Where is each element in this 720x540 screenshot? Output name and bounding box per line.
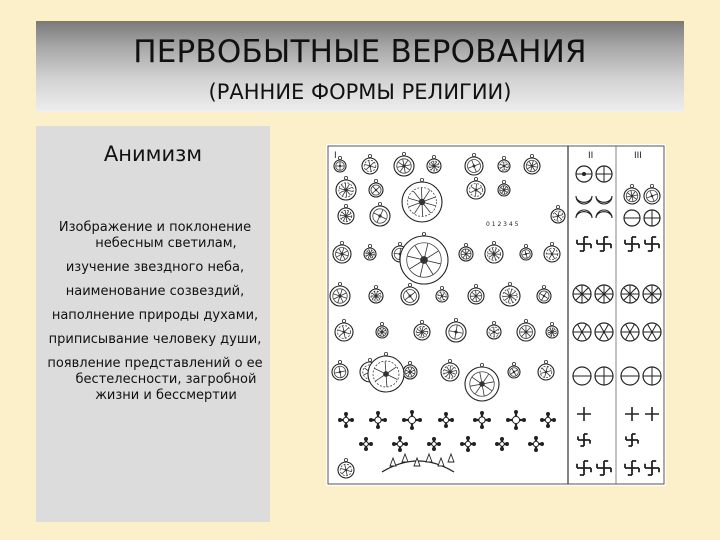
cross-knob xyxy=(338,418,342,422)
cross-knob xyxy=(540,418,544,422)
cross-knob xyxy=(437,442,441,446)
amulet-center xyxy=(433,165,435,167)
amulet-loop xyxy=(508,282,511,285)
amulet-center xyxy=(339,371,342,374)
amulet-loop xyxy=(422,232,425,235)
cross-knob xyxy=(460,442,464,446)
amulet-center xyxy=(409,295,412,298)
amulet-center xyxy=(513,371,515,373)
section-mark: III xyxy=(634,151,642,161)
amulet-loop xyxy=(384,352,387,355)
amulet-center xyxy=(475,295,478,298)
amulet-loop xyxy=(524,244,527,247)
amulet-loop xyxy=(402,152,405,155)
amulet-center xyxy=(369,253,371,255)
cross-center xyxy=(465,441,470,446)
cross-center xyxy=(375,417,381,423)
amulet-loop xyxy=(374,285,377,288)
amulet-loop xyxy=(342,319,345,322)
necklace-pendant xyxy=(438,458,444,466)
list-item: появление представлений о ее бестелесности, загробной жизни и бессмертии xyxy=(47,356,263,403)
amulet-center xyxy=(339,165,341,167)
amulet-center xyxy=(631,195,634,198)
solar-sign xyxy=(597,461,611,475)
cross-knob xyxy=(432,447,436,451)
amulet-loop xyxy=(464,243,467,246)
text-panel xyxy=(36,126,270,522)
amulet-center xyxy=(473,165,476,168)
cross-knob xyxy=(450,418,454,422)
amulet-center xyxy=(369,165,372,168)
slide-title: ПЕРВОБЫТНЫЕ ВЕРОВАНИЯ xyxy=(133,34,587,70)
amulet-center xyxy=(525,331,528,334)
solar-sign xyxy=(625,461,639,475)
amulet-loop xyxy=(344,204,347,207)
amulet-center xyxy=(454,330,457,333)
cross-center xyxy=(432,442,437,447)
cross-sign xyxy=(625,407,639,421)
cross-knob xyxy=(404,442,408,446)
section-mark: II xyxy=(588,151,594,161)
amulet-center xyxy=(402,164,405,167)
solar-sign xyxy=(625,237,639,251)
cross-center xyxy=(443,417,448,422)
amulet-center xyxy=(493,331,495,333)
amulet-loop xyxy=(454,318,457,321)
amulet-center xyxy=(475,189,478,192)
cross-center xyxy=(397,441,402,446)
cross-knob xyxy=(534,448,538,452)
cross-knob xyxy=(350,418,354,422)
amulet-loop xyxy=(340,241,343,244)
archaeological-symbols-figure xyxy=(326,144,666,486)
amulet-loop xyxy=(344,176,347,179)
amulet-center xyxy=(651,195,654,198)
cross-knob xyxy=(546,424,550,428)
amulet-center xyxy=(557,215,559,217)
slide-subtitle: (РАННИЕ ФОРМЫ РЕЛИГИИ) xyxy=(208,80,512,104)
amulet-loop xyxy=(368,154,371,157)
cross-knob xyxy=(534,436,538,440)
cross-knob xyxy=(552,418,556,422)
amulet-center xyxy=(378,214,381,217)
amulet-loop xyxy=(630,184,633,187)
crescent xyxy=(596,196,612,204)
cross-center xyxy=(533,441,538,446)
cross-knob xyxy=(506,418,510,422)
amulet-loop xyxy=(502,180,505,183)
cross-center xyxy=(343,417,348,422)
amulet-loop xyxy=(542,285,545,288)
amulet-center xyxy=(551,253,554,256)
cross-knob xyxy=(359,442,363,446)
solar-sign xyxy=(578,434,590,446)
amulet-center xyxy=(383,371,389,377)
crescent xyxy=(576,210,592,218)
symbols-drawing xyxy=(326,144,666,486)
amulet-center xyxy=(344,188,347,191)
amulet-loop xyxy=(544,360,547,363)
scale-mark: 0 1 2 3 4 5 xyxy=(486,221,519,228)
cross-knob xyxy=(495,442,499,446)
cross-knob xyxy=(344,412,348,416)
solar-sign xyxy=(626,434,638,446)
amulet-loop xyxy=(512,362,515,365)
crescent xyxy=(576,196,592,204)
amulet-loop xyxy=(480,363,483,366)
crescent xyxy=(596,210,612,218)
cross-knob xyxy=(473,418,477,422)
cross-knob xyxy=(522,418,526,422)
amulet-loop xyxy=(408,283,411,286)
amulet-center xyxy=(421,331,424,334)
necklace-pendant xyxy=(414,458,420,466)
solar-sign xyxy=(597,237,611,251)
cross-knob xyxy=(480,425,484,429)
amulet-center xyxy=(508,294,511,297)
necklace-pendant xyxy=(402,454,408,462)
amulet-center xyxy=(375,189,377,191)
cross-center xyxy=(545,417,550,422)
cross-center xyxy=(500,442,505,447)
cross-knob xyxy=(344,424,348,428)
necklace-pendant xyxy=(448,454,454,462)
cross-knob xyxy=(514,410,518,414)
cross-knob xyxy=(369,442,373,446)
amulet-center xyxy=(345,469,348,472)
necklace-pendant xyxy=(426,454,432,462)
cross-knob xyxy=(418,418,422,422)
cross-knob xyxy=(487,418,491,422)
amulet-loop xyxy=(420,320,423,323)
amulet-loop xyxy=(368,358,371,361)
cross-knob xyxy=(410,426,414,430)
amulet-loop xyxy=(380,322,383,325)
amulet-center xyxy=(419,199,425,205)
solar-sign xyxy=(645,237,659,251)
amulet-loop xyxy=(440,286,443,289)
solar-sign xyxy=(577,461,591,475)
amulet-center xyxy=(503,165,505,167)
amulet-center xyxy=(420,256,428,264)
cross-knob xyxy=(402,418,406,422)
cross-knob xyxy=(540,442,544,446)
cross-knob xyxy=(528,442,532,446)
cross-knob xyxy=(466,436,470,440)
amulet-center xyxy=(409,371,411,373)
amulet-loop xyxy=(420,178,423,181)
cross-knob xyxy=(398,436,402,440)
cross-knob xyxy=(410,410,414,414)
amulet-center xyxy=(381,331,383,333)
necklace-pendant xyxy=(390,458,396,466)
amulet-center xyxy=(341,253,344,256)
cross-knob xyxy=(364,437,368,441)
amulet-loop xyxy=(492,241,495,244)
cross-knob xyxy=(444,424,448,428)
amulet-center xyxy=(545,371,548,374)
amulet-center xyxy=(525,253,527,255)
amulet-center xyxy=(551,331,553,333)
amulet-loop xyxy=(338,282,341,285)
amulet-loop xyxy=(448,359,451,362)
amulet-loop xyxy=(338,360,341,363)
solar-sign xyxy=(577,237,591,251)
amulet-loop xyxy=(502,156,505,159)
amulet-center xyxy=(345,215,348,218)
amulet-loop xyxy=(650,184,653,187)
cross-knob xyxy=(505,442,509,446)
cross-knob xyxy=(364,447,368,451)
amulet-center xyxy=(343,331,346,334)
cross-knob xyxy=(369,418,373,422)
amulet-center xyxy=(375,295,377,297)
cross-knob xyxy=(500,437,504,441)
amulet-loop xyxy=(524,319,527,322)
list-item: наименование созвездий, xyxy=(65,284,245,299)
panel-heading: Анимизм xyxy=(103,142,203,166)
cross-sign xyxy=(645,407,659,421)
amulet-center xyxy=(543,295,545,297)
amulet-loop xyxy=(408,361,411,364)
cross-knob xyxy=(398,448,402,452)
title-bar xyxy=(36,21,684,111)
cross-knob xyxy=(432,437,436,441)
amulet-center xyxy=(441,295,443,297)
cross-knob xyxy=(466,448,470,452)
amulet-loop xyxy=(338,156,341,159)
cross-knob xyxy=(514,426,518,430)
cross-knob xyxy=(376,411,380,415)
cross-knob xyxy=(383,418,387,422)
cross-knob xyxy=(500,447,504,451)
amulet-loop xyxy=(344,458,347,461)
section-mark: I xyxy=(334,151,337,161)
solar-sign xyxy=(645,461,659,475)
cross-knob xyxy=(472,442,476,446)
cross-center xyxy=(479,417,485,423)
amulet-loop xyxy=(550,322,553,325)
cross-center xyxy=(364,442,369,447)
amulet-loop xyxy=(378,202,381,205)
amulet-center xyxy=(449,371,452,374)
cross-knob xyxy=(438,418,442,422)
amulet-loop xyxy=(472,153,475,156)
cross-knob xyxy=(392,442,396,446)
cross-knob xyxy=(376,425,380,429)
cross-knob xyxy=(546,412,550,416)
amulet-loop xyxy=(556,205,559,208)
amulet-loop xyxy=(474,177,477,180)
cross-center xyxy=(512,416,519,423)
amulet-center xyxy=(493,253,496,256)
amulet-loop xyxy=(550,242,553,245)
dot xyxy=(582,172,586,176)
list-item: изучение звездного неба, xyxy=(65,260,245,275)
cross-knob xyxy=(444,412,448,416)
cross-knob xyxy=(427,442,431,446)
amulet-center xyxy=(531,165,534,168)
list-item: приписывание человеку души, xyxy=(48,332,262,347)
amulet-loop xyxy=(368,244,371,247)
amulet-center xyxy=(503,189,505,191)
amulet-loop xyxy=(530,154,533,157)
amulet-loop xyxy=(398,242,401,245)
amulet-loop xyxy=(432,155,435,158)
symbols-group xyxy=(330,152,661,478)
panel-body xyxy=(44,220,266,412)
amulet-center xyxy=(465,253,467,255)
list-item: наполнение природы духами, xyxy=(51,308,259,323)
cross-sign xyxy=(577,407,591,421)
amulet-center xyxy=(338,294,341,297)
amulet-loop xyxy=(492,321,495,324)
cross-knob xyxy=(480,411,484,415)
amulet-loop xyxy=(474,284,477,287)
amulet-center xyxy=(479,381,484,386)
amulet-loop xyxy=(374,179,377,182)
cross-center xyxy=(408,416,415,423)
list-item: Изображение и поклонение небесным светилам, xyxy=(58,220,252,251)
